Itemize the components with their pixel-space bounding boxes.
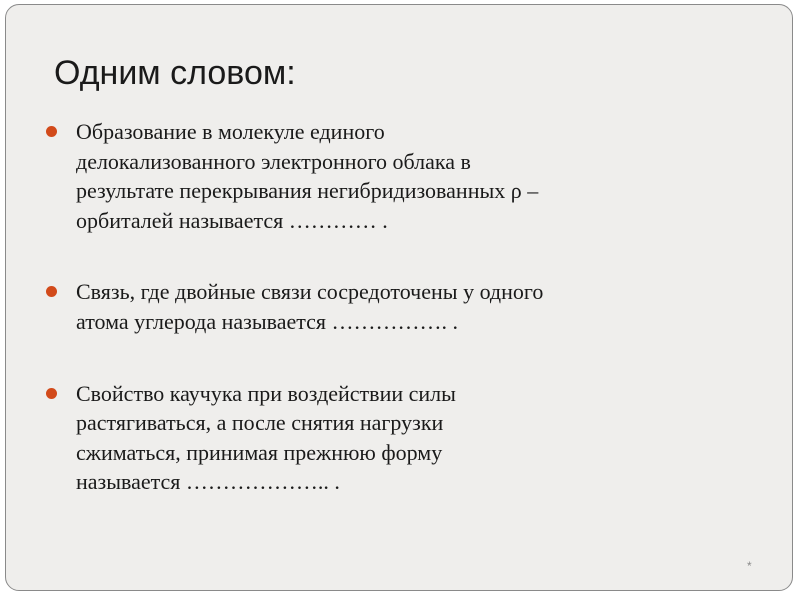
bullet-text-line: называется ……………….. .	[76, 469, 340, 495]
bullet-item	[76, 117, 726, 235]
slide-title: Одним словом:	[54, 54, 296, 92]
bullet-text-line: Свойство каучука при воздействии силы	[76, 380, 456, 406]
bullet-text-line: Связь, где двойные связи сосредоточены у одного	[76, 279, 544, 305]
bullet-item	[76, 379, 726, 497]
bullet-dot-icon	[46, 388, 57, 399]
footer-asterisk: *	[747, 559, 752, 573]
bullet-text-line: сжиматься, принимая прежнюю форму	[76, 439, 443, 465]
bullet-text-line: атома углерода называется ……………. .	[76, 308, 459, 334]
bullet-dot-icon	[46, 286, 57, 297]
bullet-list	[76, 117, 726, 539]
bullet-text-line: Образование в молекуле единого	[76, 119, 385, 144]
bullet-text-line: делокализованного электронного облака в	[76, 148, 471, 174]
bullet-text-line: растягиваться, а после снятия нагрузки	[76, 410, 444, 436]
bullet-item	[76, 277, 726, 336]
bullet-text-line: орбиталей называется ………… .	[76, 207, 388, 233]
bullet-dot-icon	[46, 126, 57, 137]
bullet-text-line: результате перекрывания негибридизованных ρ –	[76, 178, 539, 204]
slide-frame	[5, 4, 793, 591]
